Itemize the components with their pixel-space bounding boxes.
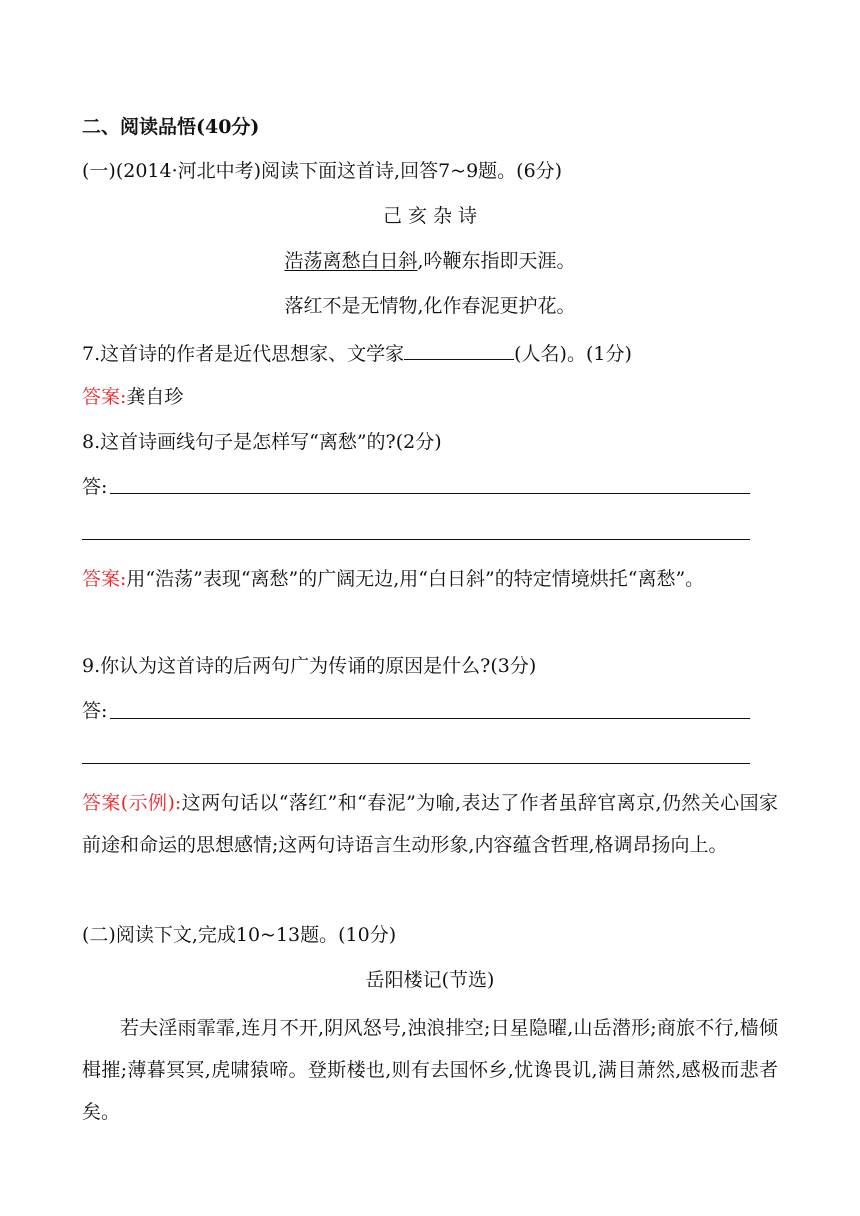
question-7-text: 7.这首诗的作者是近代思想家、文学家 [82,343,405,365]
answer-7 [82,384,183,410]
poem-line-1-underlined: 浩荡离愁白日斜 [284,250,418,272]
question-7-blank[interactable] [404,339,514,360]
part2-intro: (二)阅读下文,完成10~13题。(10分) [82,924,397,946]
answer-8 [82,558,778,600]
answer-9-line-2[interactable] [82,762,750,764]
answer-8-prompt: 答: [82,476,108,498]
answer-7-text: 龚自珍 [126,386,184,408]
question-7 [82,339,632,367]
section-title: 二、阅读品悟(40分) [82,116,260,138]
poem-line-2: 落红不是无情物,化作春泥更护花。 [284,295,576,317]
poem-line-1-rest: ,吟鞭东指即天涯。 [417,250,576,272]
answer-9-prompt: 答: [82,700,108,722]
poem-line-1 [0,248,860,274]
answer-8-text: 用“浩荡”表现“离愁”的广阔无边,用“白日斜”的特定情境烘托“离愁”。 [126,568,705,590]
answer-9-line-1[interactable] [110,717,750,719]
question-9: 9.你认为这首诗的后两句广为传诵的原因是什么?(3分) [82,655,537,677]
passage-text: 若夫淫雨霏霏,连月不开,阴风怒号,浊浪排空;日星隐曜,山岳潜形;商旅不行,樯倾楫摧;薄暮冥冥,虎啸猿啼。登斯楼也,则有去国怀乡,忧谗畏讥,满目萧然,感极而悲者矣。 [82,1017,778,1123]
answer-9 [82,782,778,866]
answer-9-label: 答案(示例): [82,792,182,814]
poem-title: 己 亥 杂 诗 [382,205,478,227]
question-8: 8.这首诗画线句子是怎样写“离愁”的?(2分) [82,431,442,453]
answer-9-text: 这两句话以“落红”和“春泥”为喻,表达了作者虽辞官离京,仍然关心国家前途和命运的思想感情;这两句诗语言生动形象,内容蕴含哲理,格调昂扬向上。 [82,792,778,856]
answer-8-label: 答案: [82,568,127,590]
question-7-suffix: (人名)。(1分) [514,343,632,365]
answer-8-line-1[interactable] [110,492,750,494]
answer-8-line-2[interactable] [82,538,750,540]
part1-intro: (一)(2014·河北中考)阅读下面这首诗,回答7~9题。(6分) [82,160,563,182]
answer-7-label: 答案: [82,386,127,408]
passage-title: 岳阳楼记(节选) [365,969,495,991]
